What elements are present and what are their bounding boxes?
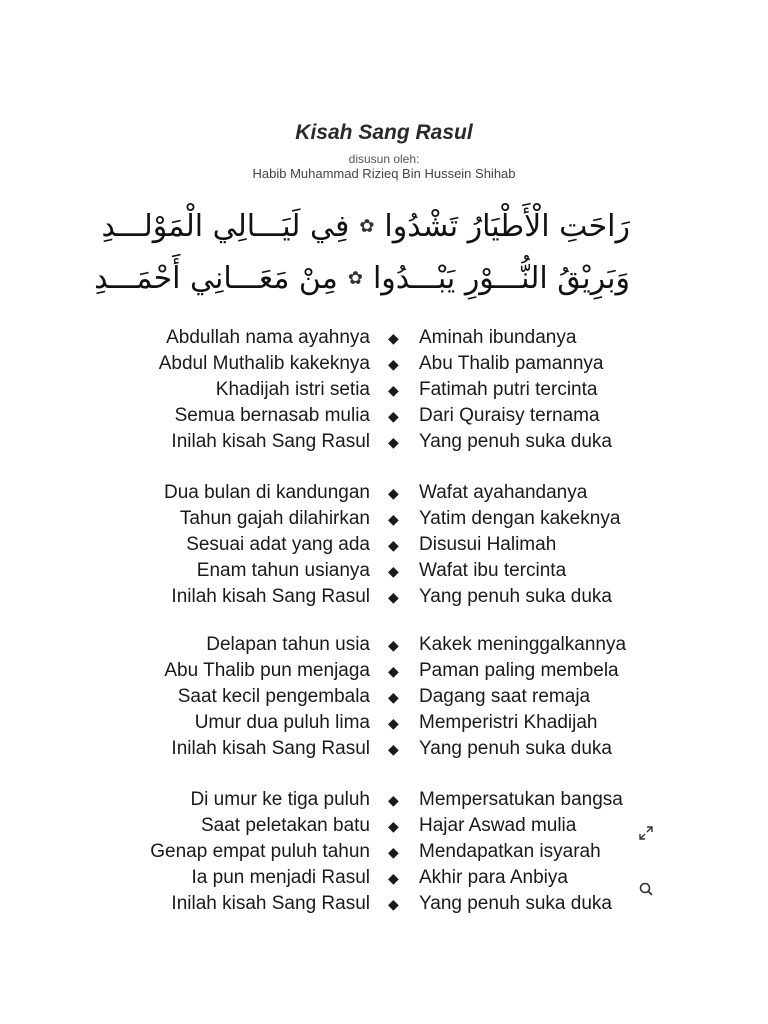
lyric-left: Semua bernasab mulia <box>174 405 370 426</box>
lyric-left: Inilah kisah Sang Rasul <box>171 893 370 914</box>
lyric-row <box>0 658 768 684</box>
stanza-3 <box>0 632 768 762</box>
expand-icon[interactable] <box>636 825 656 845</box>
lyric-row <box>0 684 768 710</box>
arabic-verse-1 <box>101 209 630 244</box>
arabic-verse-2-second-half: مِنْ مَعَـــانِي أَحْمَـــدِ <box>94 261 338 296</box>
lyric-right: Akhir para Anbiya <box>419 867 568 888</box>
lyric-row <box>0 377 768 403</box>
lyric-right: Paman paling membela <box>419 660 619 681</box>
lyric-row <box>0 558 768 584</box>
lyric-right: Dagang saat remaja <box>419 686 591 707</box>
lyric-right: Wafat ibu tercinta <box>419 560 567 581</box>
zoom-icon[interactable] <box>636 881 656 901</box>
lyric-left: Saat peletakan batu <box>200 815 370 836</box>
lyric-row <box>0 506 768 532</box>
lyric-left: Inilah kisah Sang Rasul <box>171 431 370 452</box>
lyric-right: Wafat ayahandanya <box>419 482 588 503</box>
lyric-right: Dari Quraisy ternama <box>419 405 600 426</box>
lyric-left: Di umur ke tiga puluh <box>190 789 370 810</box>
author-name: Habib Muhammad Rizieq Bin Hussein Shihab <box>252 166 516 181</box>
flower-separator-icon: ✿ <box>359 216 375 237</box>
bullet-icon: ◆ <box>388 589 399 605</box>
lyric-row <box>0 325 768 351</box>
lyric-row <box>0 787 768 813</box>
bullet-icon: ◆ <box>388 792 399 808</box>
lyric-right: Kakek meninggalkannya <box>419 634 627 655</box>
bullet-icon: ◆ <box>388 330 399 346</box>
arabic-verse-1-second-half: فِي لَيَـــالِي الْمَوْلـــدِ <box>101 209 350 244</box>
arabic-verse-2 <box>94 261 630 296</box>
lyric-row <box>0 351 768 377</box>
bullet-icon: ◆ <box>388 563 399 579</box>
lyric-left: Inilah kisah Sang Rasul <box>171 586 370 607</box>
bullet-icon: ◆ <box>388 637 399 653</box>
lyric-row <box>0 584 768 610</box>
bullet-icon: ◆ <box>388 356 399 372</box>
lyric-row <box>0 532 768 558</box>
bullet-icon: ◆ <box>388 537 399 553</box>
lyric-left: Saat kecil pengembala <box>177 686 370 707</box>
lyric-left: Khadijah istri setia <box>215 379 370 400</box>
byline: disusun oleh: <box>348 152 420 166</box>
bullet-icon: ◆ <box>388 896 399 912</box>
bullet-icon: ◆ <box>388 663 399 679</box>
lyric-left: Inilah kisah Sang Rasul <box>171 738 370 759</box>
lyric-left: Genap empat puluh tahun <box>150 841 370 862</box>
flower-separator-icon: ✿ <box>347 268 363 289</box>
lyric-row <box>0 403 768 429</box>
lyric-row <box>0 632 768 658</box>
lyric-right: Yang penuh suka duka <box>419 586 612 607</box>
bullet-icon: ◆ <box>388 818 399 834</box>
lyric-right: Yang penuh suka duka <box>419 738 612 759</box>
stanza-1 <box>0 325 768 455</box>
lyric-left: Umur dua puluh lima <box>194 712 370 733</box>
lyric-right: Mendapatkan isyarah <box>419 841 601 862</box>
lyric-right: Yatim dengan kakeknya <box>419 508 621 529</box>
lyric-right: Memperistri Khadijah <box>419 712 598 733</box>
lyric-left: Enam tahun usianya <box>196 560 370 581</box>
stanza-2 <box>0 480 768 610</box>
lyric-left: Abdul Muthalib kakeknya <box>158 353 370 374</box>
lyric-left: Tahun gajah dilahirkan <box>179 508 370 529</box>
bullet-icon: ◆ <box>388 741 399 757</box>
bullet-icon: ◆ <box>388 485 399 501</box>
zoom-icon-graphic <box>638 881 654 897</box>
lyric-row <box>0 736 768 762</box>
bullet-icon: ◆ <box>388 434 399 450</box>
lyric-left: Sesuai adat yang ada <box>186 534 370 555</box>
lyric-left: Abdullah nama ayahnya <box>166 327 370 348</box>
lyric-right: Mempersatukan bangsa <box>419 789 623 810</box>
lyric-row <box>0 710 768 736</box>
lyric-left: Delapan tahun usia <box>206 634 370 655</box>
lyric-left: Abu Thalib pun menjaga <box>164 660 370 681</box>
bullet-icon: ◆ <box>388 715 399 731</box>
lyric-right: Yang penuh suka duka <box>419 893 612 914</box>
lyric-right: Abu Thalib pamannya <box>419 353 604 374</box>
lyric-right: Aminah ibundanya <box>419 327 577 348</box>
lyric-right: Hajar Aswad mulia <box>419 815 577 836</box>
lyric-row <box>0 429 768 455</box>
bullet-icon: ◆ <box>388 408 399 424</box>
page-title: Kisah Sang Rasul <box>295 121 473 144</box>
lyric-right: Disusui Halimah <box>419 534 557 555</box>
arabic-verse-1-first-half: رَاحَتِ الْأَطْيَارُ تَشْدُوا <box>384 209 630 244</box>
lyric-left: Dua bulan di kandungan <box>163 482 370 503</box>
expand-icon-graphic <box>638 825 654 841</box>
bullet-icon: ◆ <box>388 870 399 886</box>
bullet-icon: ◆ <box>388 689 399 705</box>
bullet-icon: ◆ <box>388 511 399 527</box>
bullet-icon: ◆ <box>388 382 399 398</box>
lyric-right: Yang penuh suka duka <box>419 431 612 452</box>
bullet-icon: ◆ <box>388 844 399 860</box>
lyric-left: Ia pun menjadi Rasul <box>191 867 370 888</box>
arabic-verse-2-first-half: وَبَرِيْقُ النُّـــوْرِ يَبْـــدُوا <box>372 261 630 296</box>
lyric-row <box>0 480 768 506</box>
lyric-right: Fatimah putri tercinta <box>419 379 598 400</box>
